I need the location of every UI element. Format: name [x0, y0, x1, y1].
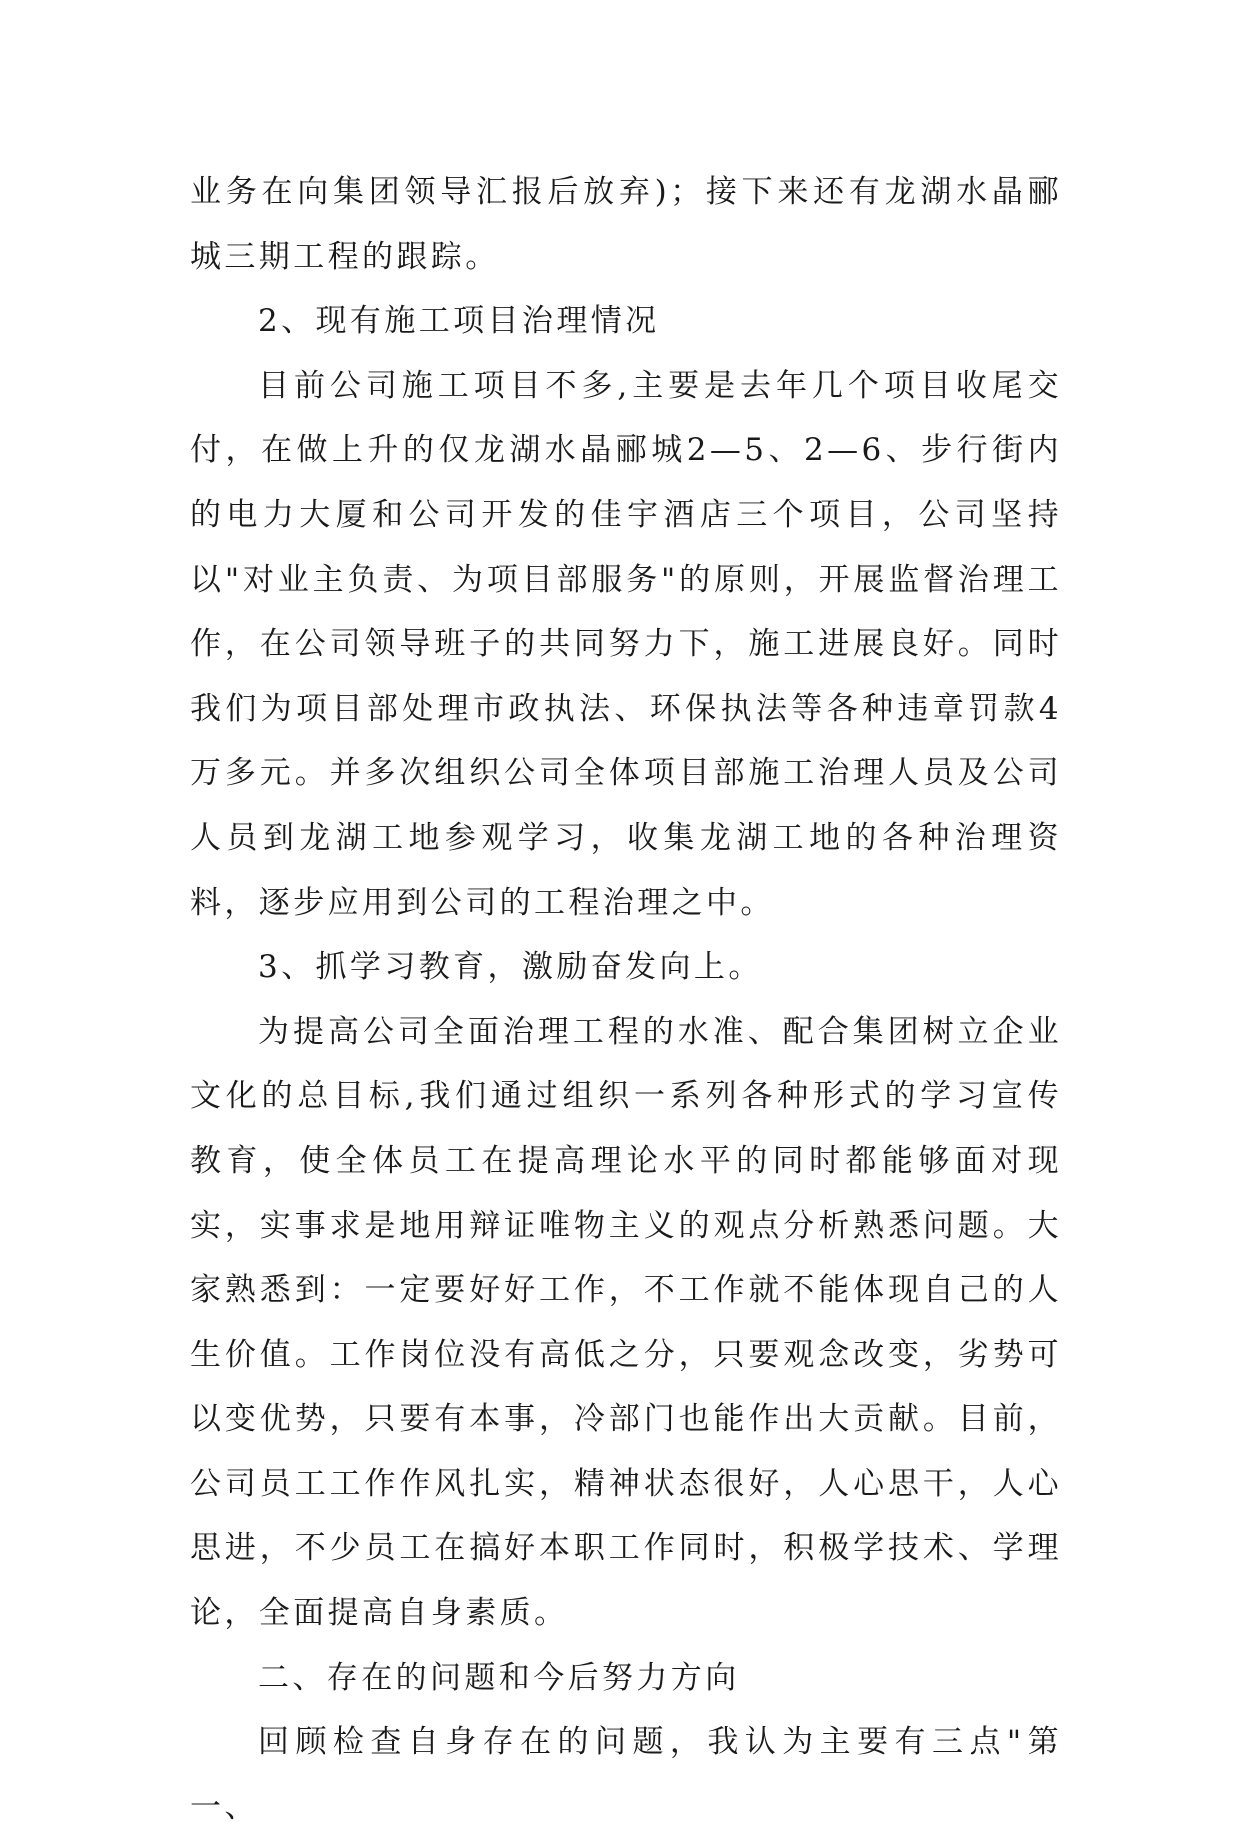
section-heading-3: 3、抓学习教育，激励奋发向上。: [258, 949, 763, 986]
paragraph-1: 业务在向集团领导汇报后放弃)；接下来还有龙湖水晶郦城三期工程的跟踪。: [190, 174, 1062, 275]
paragraph-4: 回顾检查自身存在的问题，我认为主要有三点"第一、: [190, 1724, 1062, 1825]
section-heading-problems: 二、存在的问题和今后努力方向: [258, 1659, 740, 1696]
section-heading-2: 2、现有施工项目治理情况: [258, 303, 660, 340]
document-body: [190, 160, 1062, 1839]
paragraph-2: 目前公司施工项目不多,主要是去年几个项目收尾交付，在做上升的仅龙湖水晶郦城2—5、2—6、步行街内的电力大厦和公司开发的佳宇酒店三个项目，公司坚持以"对业主负责、为项目部服务"的原则，开展监督治理工作，在公司领导班子的共同努力下，施工进展良好。同时我们为项目部处理市政执法、环保执法等各种违章罚款4万多元。并多次组织公司全体项目部施工治理人员及公司人员到龙湖工地参观学习，收集龙湖工地的各种治理资料，逐步应用到公司的工程治理之中。: [190, 367, 1062, 921]
paragraph-3: 为提高公司全面治理工程的水准、配合集团树立企业文化的总目标,我们通过组织一系列各种形式的学习宣传教育，使全体员工在提高理论水平的同时都能够面对现实，实事求是地用辩证唯物主义的观点分析熟悉问题。大家熟悉到：一定要好好工作，不工作就不能体现自己的人生价值。工作岗位没有高低之分，只要观念改变，劣势可以变优势，只要有本事，冷部门也能作出大贡献。目前，公司员工工作作风扎实，精神状态很好，人心思干，人心思进，不少员工在搞好本职工作同时，积极学技术、学理论，全面提高自身素质。: [190, 1013, 1062, 1632]
